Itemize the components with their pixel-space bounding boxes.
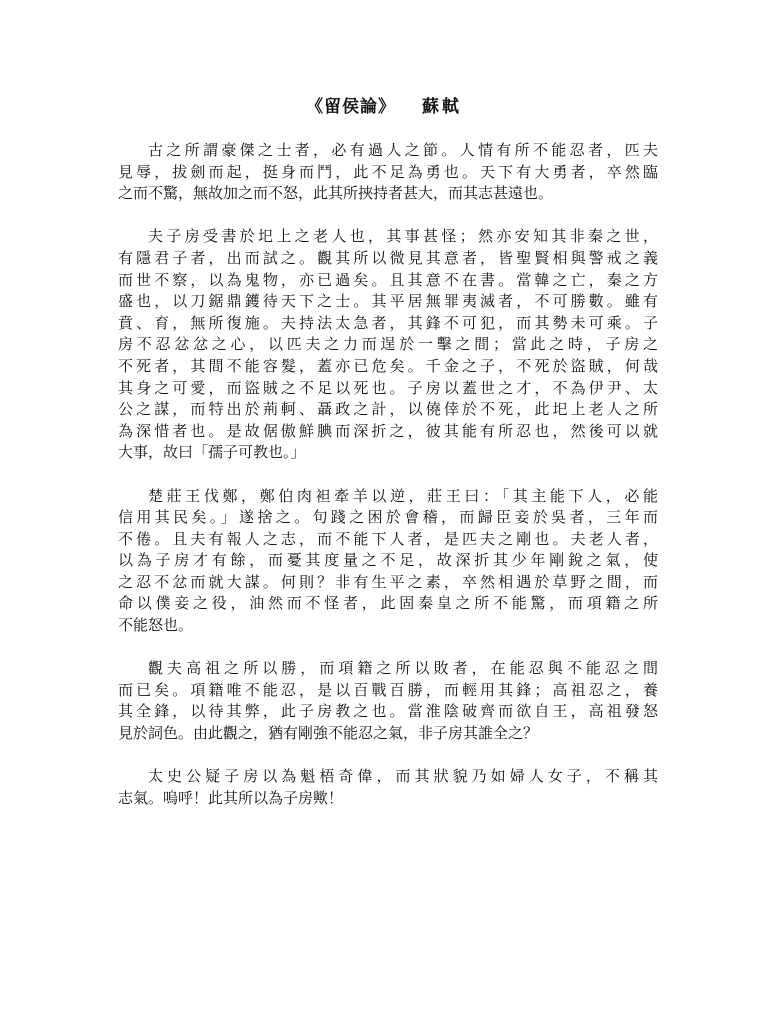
title-text: 《留侯論》 — [306, 97, 396, 117]
paragraph-line: 夫子房受書於圯上之老人也，其事甚怪；然亦安知其非秦之世， — [148, 227, 658, 246]
paragraph-line: 其身之可愛，而盜賊之不足以死也。子房以蓋世之才，不為伊尹、太 — [118, 378, 658, 397]
paragraph-line: 見於詞色。由此觀之，猶有剛強不能忍之氣，非子房其誰全之？ — [118, 724, 539, 743]
paragraph-line: 大事，故曰「孺子可教也。」 — [118, 443, 306, 462]
paragraph-line: 見辱，拔劍而起，挺身而鬥，此不足為勇也。天下有大勇者，卒然臨 — [118, 162, 658, 181]
paragraph-line: 而已矣。項籍唯不能忍，是以百戰百勝，而輕用其鋒；高祖忍之，養 — [118, 680, 658, 699]
paragraph-line: 古之所謂豪傑之士者，必有過人之節。人情有所不能忍者，匹夫 — [148, 141, 658, 159]
paragraph-line: 志氣。嗚呼！此其所以為子房歟！ — [118, 788, 344, 807]
paragraph-line: 不能怒也。 — [118, 616, 194, 635]
paragraph-line: 以為子房才有餘，而憂其度量之不足，故深折其少年剛銳之氣，使 — [118, 551, 658, 570]
paragraph-line: 盛也，以刀鋸鼎鑊待天下之士。其平居無罪夷滅者，不可勝數。雖有 — [118, 292, 658, 311]
author-name: 蘇軾 — [422, 97, 462, 117]
document-title — [0, 92, 768, 117]
paragraph — [118, 486, 658, 637]
paragraph — [118, 140, 658, 205]
paragraph-line: 有隱君子者，出而試之。觀其所以微見其意者，皆聖賢相與警戒之義 — [118, 248, 658, 267]
paragraph — [118, 766, 658, 809]
paragraph-line: 公之謀，而特出於荊軻、聶政之計，以僥倖於不死，此圯上老人之所 — [118, 400, 658, 419]
paragraph — [118, 226, 658, 464]
paragraph-line: 而世不察，以為鬼物，亦已過矣。且其意不在書。當韓之亡，秦之方 — [118, 270, 658, 289]
document-body — [118, 140, 658, 831]
paragraph-line: 其全鋒，以待其弊，此子房教之也。當淮陰破齊而欲自王，高祖發怒 — [118, 702, 658, 721]
paragraph-line: 賁、育，無所復施。夫持法太急者，其鋒不可犯，而其勢未可乘。子 — [118, 313, 658, 332]
paragraph-line: 房不忍忿忿之心，以匹夫之力而逞於一擊之間；當此之時，子房之 — [118, 335, 658, 354]
paragraph-line: 不死者，其間不能容髮，蓋亦已危矣。千金之子，不死於盜賊，何哉 — [118, 356, 658, 375]
paragraph-line: 不倦。且夫有報人之志，而不能下人者，是匹夫之剛也。夫老人者， — [118, 529, 658, 548]
paragraph-line: 之而不驚，無故加之而不怒，此其所挾持者甚大，而其志甚遠也。 — [118, 184, 554, 203]
paragraph-line: 觀夫高祖之所以勝，而項籍之所以敗者，在能忍與不能忍之間 — [148, 659, 658, 678]
paragraph-line: 之忍不忿而就大謀。何則？非有生平之素，卒然相遇於草野之間，而 — [118, 572, 658, 591]
paragraph-line: 命以僕妾之役，油然而不怪者，此固秦皇之所不能驚，而項籍之所 — [118, 594, 658, 613]
paragraph-line: 楚莊王伐鄭，鄭伯肉袒牽羊以逆，莊王曰：「其主能下人，必能 — [148, 486, 658, 505]
paragraph-line: 為深惜者也。是故倨傲鮮腆而深折之，彼其能有所忍也，然後可以就 — [118, 421, 658, 440]
paragraph-line: 太史公疑子房以為魁梧奇偉，而其狀貌乃如婦人女子，不稱其 — [148, 767, 658, 786]
paragraph — [118, 658, 658, 744]
paragraph-line: 信用其民矣。」遂捨之。句踐之困於會稽，而歸臣妾於吳者，三年而 — [118, 508, 658, 527]
